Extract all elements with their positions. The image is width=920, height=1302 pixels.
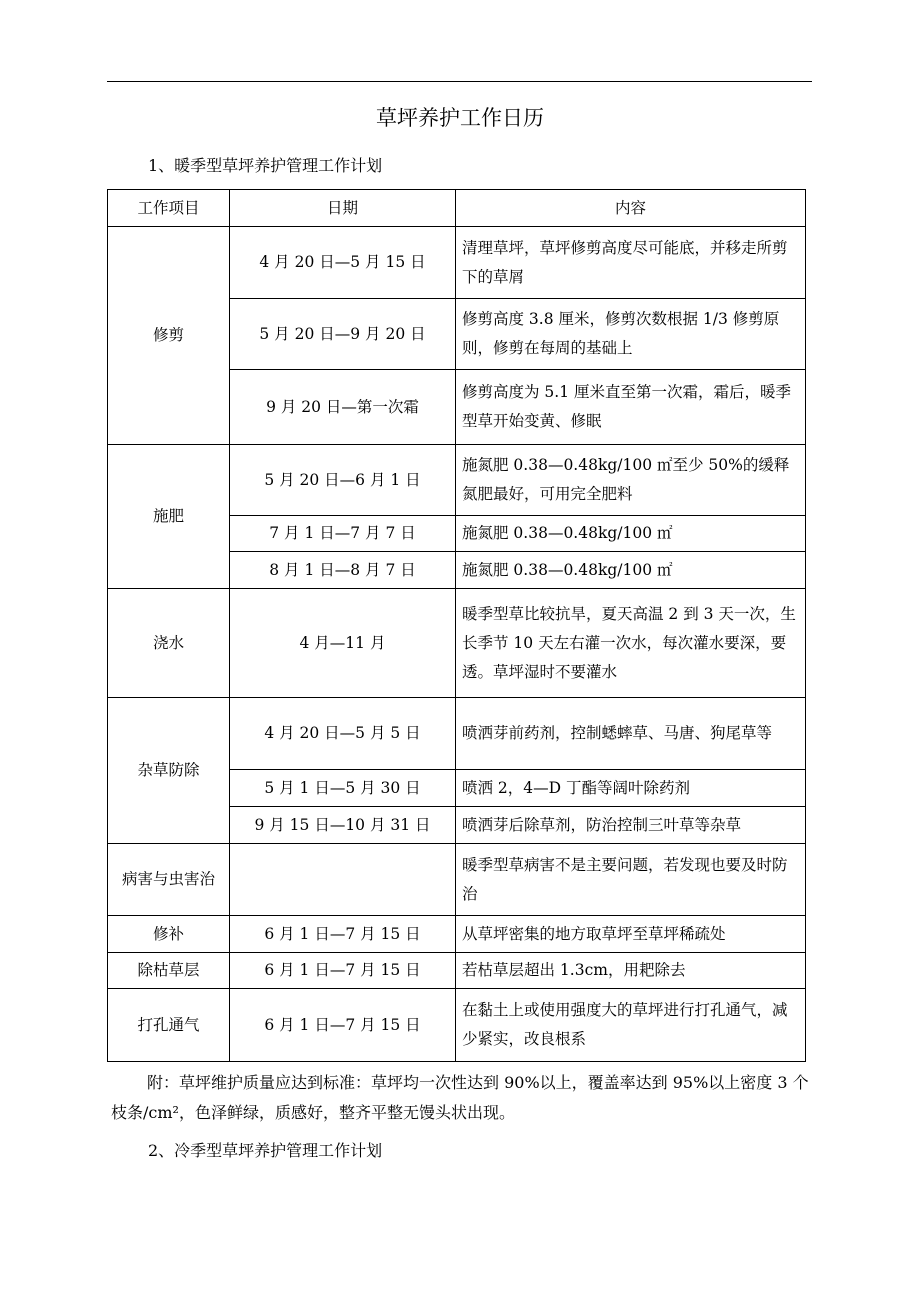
column-header-item: 工作项目 [108,190,230,227]
quality-standard-note [111,1068,811,1128]
table-row [108,916,806,953]
date-cell: 9 月 20 日—第一次霜 [230,370,456,445]
date-cell: 4 月 20 日—5 月 5 日 [230,698,456,770]
content-cell: 从草坪密集的地方取草坪至草坪稀疏处 [456,916,806,953]
column-header-date: 日期 [230,190,456,227]
date-cell [230,844,456,916]
content-cell: 清理草坪，草坪修剪高度尽可能底，并移走所剪下的草屑 [456,227,806,299]
content-cell: 施氮肥 0.38—0.48kg/100 ㎡至少 50%的缓释氮肥最好，可用完全肥料 [456,445,806,516]
date-cell: 4 月 20 日—5 月 15 日 [230,227,456,299]
table-row [108,844,806,916]
maintenance-table [107,189,806,1062]
date-cell: 5 月 20 日—9 月 20 日 [230,299,456,370]
item-cell: 浇水 [108,589,230,698]
content-cell: 喷洒芽后除草剂，防治控制三叶草等杂草 [456,807,806,844]
table-row [108,227,806,299]
content-cell: 在黏土上或使用强度大的草坪进行打孔通气，减少紧实，改良根系 [456,989,806,1062]
table-row [108,589,806,698]
content-cell: 喷洒 2，4—D 丁酯等阔叶除药剂 [456,770,806,807]
section-2-heading: 2、冷季型草坪养护管理工作计划 [148,1141,383,1160]
item-cell: 修补 [108,916,230,953]
table-row [108,698,806,770]
content-cell: 施氮肥 0.38—0.48kg/100 ㎡ [456,552,806,589]
content-cell: 喷洒芽前药剂，控制蟋蟀草、马唐、狗尾草等 [456,698,806,770]
header-rule [107,81,812,82]
table-row [108,445,806,516]
column-header-content: 内容 [456,190,806,227]
item-cell: 除枯草层 [108,953,230,989]
date-cell: 9 月 15 日—10 月 31 日 [230,807,456,844]
document-title: 草坪养护工作日历 [376,106,544,130]
content-cell: 修剪高度 3.8 厘米，修剪次数根据 1/3 修剪原则，修剪在每周的基础上 [456,299,806,370]
content-cell: 暖季型草比较抗旱，夏天高温 2 到 3 天一次，生长季节 10 天左右灌一次水，每次灌水要深，要透。草坪湿时不要灌水 [456,589,806,698]
item-cell: 打孔通气 [108,989,230,1062]
item-cell: 施肥 [108,445,230,589]
date-cell: 6 月 1 日—7 月 15 日 [230,953,456,989]
note-text: 附：草坪维护质量应达到标准：草坪均一次性达到 90%以上，覆盖率达到 95%以上密度 3 个枝条/cm²，色泽鲜绿，质感好，整齐平整无馒头状出现。 [111,1073,809,1122]
date-cell: 8 月 1 日—8 月 7 日 [230,552,456,589]
content-cell: 暖季型草病害不是主要问题，若发现也要及时防治 [456,844,806,916]
date-cell: 6 月 1 日—7 月 15 日 [230,989,456,1062]
item-cell: 病害与虫害治 [108,844,230,916]
date-cell: 5 月 20 日—6 月 1 日 [230,445,456,516]
date-cell: 5 月 1 日—5 月 30 日 [230,770,456,807]
section-1-heading: 1、暖季型草坪养护管理工作计划 [148,156,383,175]
content-cell: 修剪高度为 5.1 厘米直至第一次霜，霜后，暖季型草开始变黄、修眠 [456,370,806,445]
item-cell: 杂草防除 [108,698,230,844]
date-cell: 7 月 1 日—7 月 7 日 [230,516,456,552]
date-cell: 6 月 1 日—7 月 15 日 [230,916,456,953]
table-header-row [108,190,806,227]
table-row [108,989,806,1062]
table-row [108,953,806,989]
item-cell: 修剪 [108,227,230,445]
content-cell: 施氮肥 0.38—0.48kg/100 ㎡ [456,516,806,552]
content-cell: 若枯草层超出 1.3cm，用耙除去 [456,953,806,989]
date-cell: 4 月—11 月 [230,589,456,698]
